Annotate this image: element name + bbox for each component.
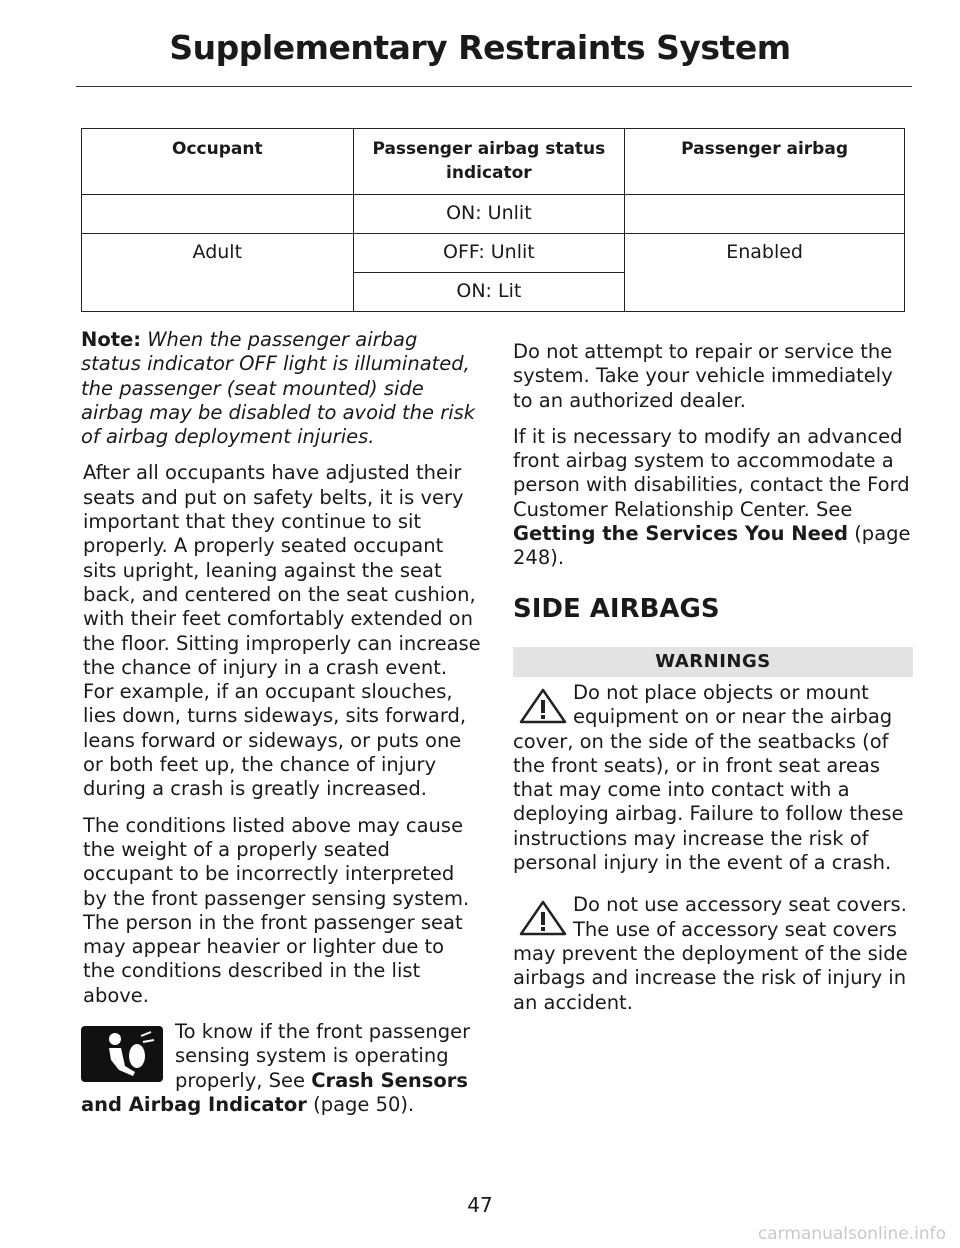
table-cell-adult: Adult	[82, 234, 354, 312]
link-page-ref: (page 248).	[513, 522, 911, 570]
icon-paragraph-text: To know if the front passenger sensing system is operating properly, See	[175, 1020, 471, 1092]
warning-text: Do not place objects or mount equipment on or near the airbag cover, on the side of the seatbacks (of the front seats), or in front seat areas that may come into contact with a deploying airbag. Failure to follow these instructions may increase the risk of personal injury in the event of a crash.	[513, 680, 904, 875]
header-occupant: Occupant	[82, 129, 354, 195]
table-row	[82, 195, 905, 234]
warnings-header: WARNINGS	[513, 647, 913, 677]
table-header-row	[82, 129, 905, 195]
body-paragraph: The conditions listed above may cause the weight of a properly seated occupant to be incorrectly interpreted by the front passenger sensing system. The person in the front passenger seat may appear heavier or lighter due to the conditions described in the list above.	[83, 813, 470, 1007]
body-paragraph	[513, 425, 913, 571]
table-cell: OFF: Unlit	[353, 234, 625, 273]
table-cell-empty	[82, 195, 354, 234]
page-number: 47	[467, 1193, 493, 1217]
table-row	[82, 234, 905, 273]
right-column	[513, 340, 913, 1033]
note-label: Note:	[81, 328, 142, 351]
warning-triangle-icon	[519, 687, 567, 725]
table-cell-empty	[625, 195, 905, 234]
note-text: When the passenger airbag status indicator OFF light is illuminated, the passenger (seat mounted) side airbag may be disabled to avoid the risk of airbag deployment injuries.	[81, 328, 476, 449]
header-passenger-airbag: Passenger airbag	[625, 129, 905, 195]
warning-text: Do not use accessory seat covers. The use of accessory seat covers may prevent the deployment of the side airbags and increase the risk of injury in an accident.	[513, 893, 908, 1014]
watermark: carmanualsonline.info	[757, 1224, 946, 1244]
services-link[interactable]: Getting the Services You Need	[513, 522, 848, 546]
airbag-seat-icon	[81, 1026, 163, 1082]
section-heading: SIDE AIRBAGS	[513, 593, 720, 624]
title-divider	[76, 86, 912, 87]
note-paragraph	[81, 328, 481, 449]
body-text: If it is necessary to modify an advanced front airbag system to accommodate a person with disabilities, contact the Ford Customer Relationship Center. See	[513, 424, 910, 521]
left-column	[81, 328, 481, 1117]
body-paragraph: Do not attempt to repair or service the system. Take your vehicle immediately to an authorized dealer.	[513, 340, 893, 412]
table-cell: ON: Unlit	[353, 195, 625, 234]
header-status-indicator: Passenger airbag status indicator	[353, 129, 625, 195]
warning-item	[513, 681, 913, 875]
icon-paragraph	[81, 1020, 481, 1117]
link-page-ref: (page 50).	[313, 1092, 415, 1116]
occupant-airbag-table	[81, 128, 905, 312]
warning-item	[513, 893, 913, 1014]
page-title: Supplementary Restraints System	[169, 28, 791, 67]
table-cell-enabled: Enabled	[625, 234, 905, 312]
body-paragraph: After all occupants have adjusted their seats and put on safety belts, it is very important that they continue to sit properly. A properly seated occupant sits upright, leaning against the seat back, and centered on the seat cushion, with their feet comfortably extended on the floor. Sitting improperly can increase the chance of injury in a crash event. For example, if an occupant slouches, lies down, turns sideways, sits forward, leans forward or sideways, or puts one or both feet up, the chance of injury during a crash is greatly increased.	[83, 461, 481, 801]
table-cell: ON: Lit	[353, 273, 625, 312]
warning-triangle-icon	[519, 899, 567, 937]
crash-sensors-link[interactable]: Crash Sensors and Airbag Indicator	[81, 1068, 468, 1116]
